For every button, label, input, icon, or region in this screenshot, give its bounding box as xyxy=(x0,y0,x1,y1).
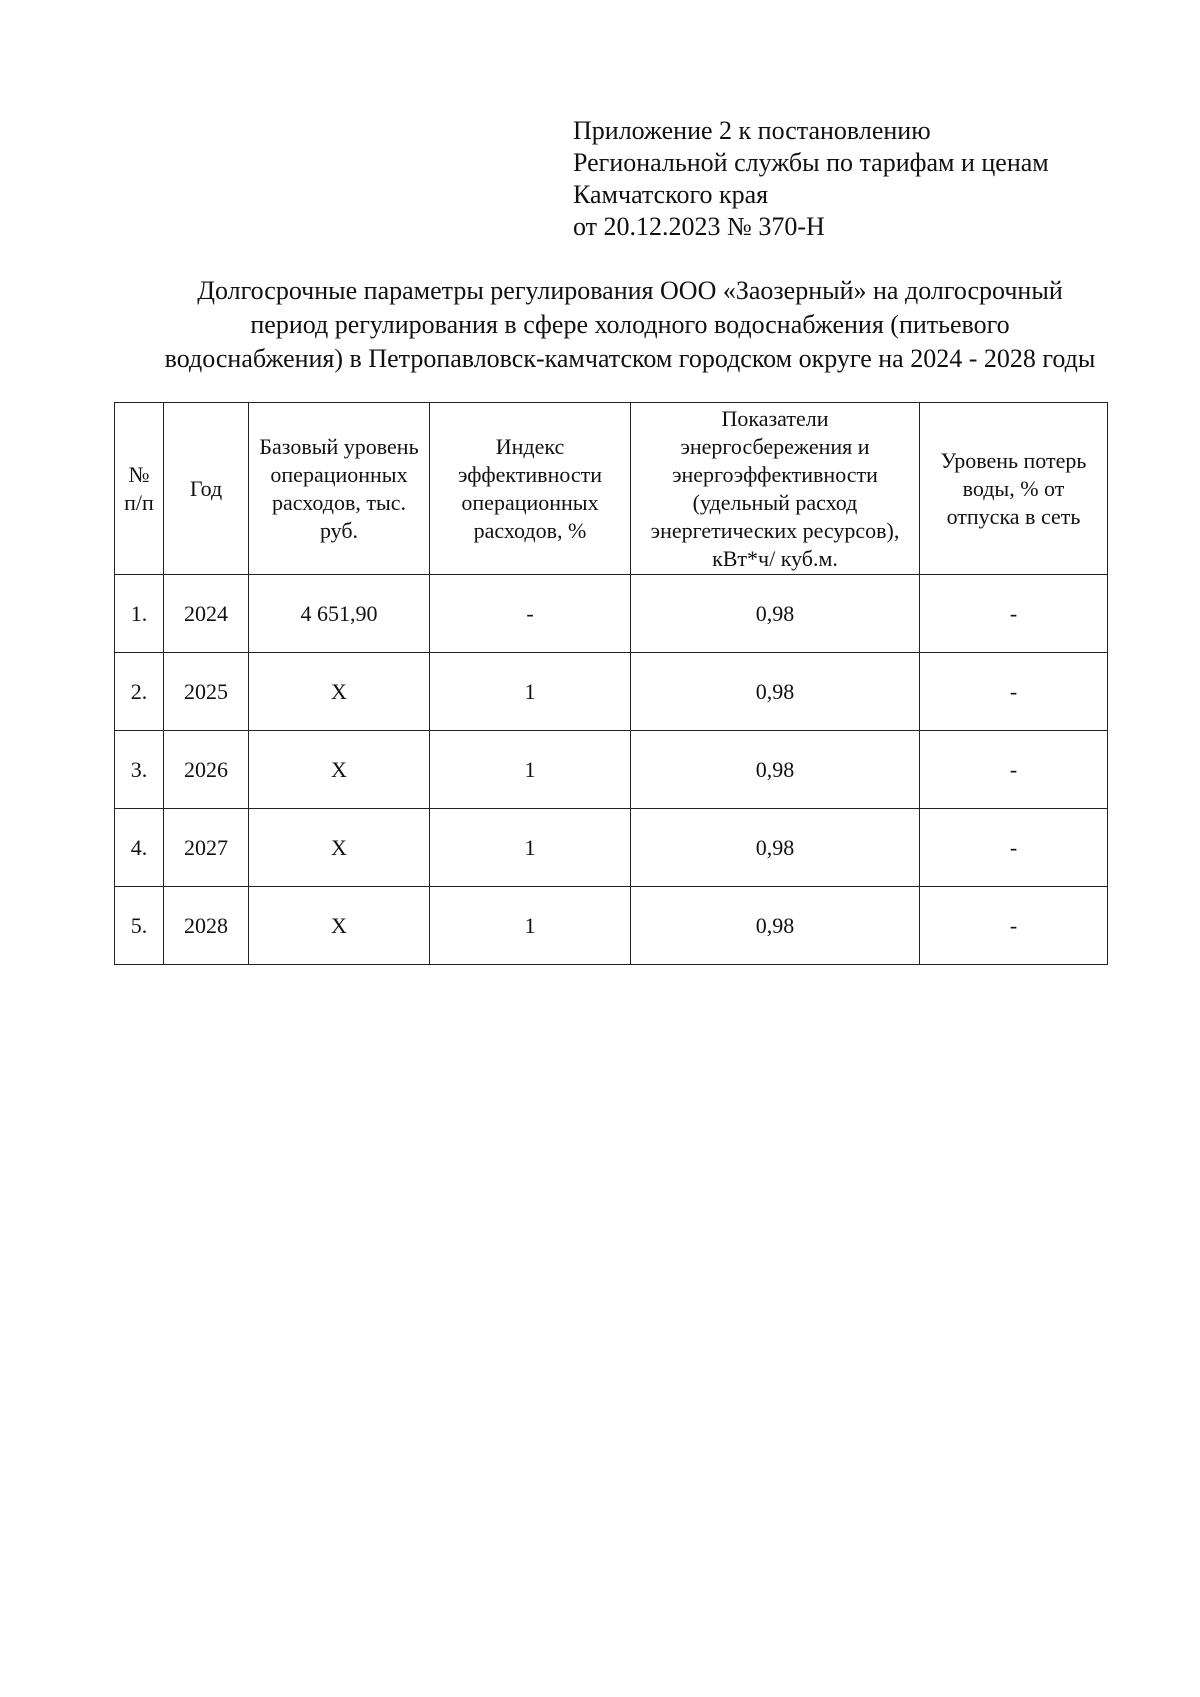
title-line: водоснабжения) в Петропавловск-камчатском городском округе на 2024 - 2028 годы xyxy=(164,344,1096,373)
title-line: период регулирования в сфере холодного водоснабжения (питьевого xyxy=(250,310,1010,339)
cell-energy-indicator: 0,98 xyxy=(631,731,920,809)
cell-base-opex: Х xyxy=(249,731,430,809)
cell-number: 2. xyxy=(115,653,164,731)
header-cell-efficiency-index xyxy=(430,403,631,575)
cell-year: 2025 xyxy=(164,653,249,731)
header-line: энергоэффективности xyxy=(672,461,878,487)
cell-year: 2024 xyxy=(164,575,249,653)
cell-base-opex: 4 651,90 xyxy=(249,575,430,653)
table-row xyxy=(115,653,1108,731)
cell-base-opex: Х xyxy=(249,809,430,887)
parameters-table xyxy=(114,402,1108,965)
appendix-line: Приложение 2 к постановлению xyxy=(573,116,931,145)
cell-number: 3. xyxy=(115,731,164,809)
header-line: энергетических ресурсов), xyxy=(650,517,900,543)
cell-base-opex: Х xyxy=(249,653,430,731)
table-row xyxy=(115,575,1108,653)
header-cell-base-opex xyxy=(249,403,430,575)
document-title xyxy=(100,274,1160,376)
header-line: эффективности xyxy=(457,461,603,487)
header-line: Индекс xyxy=(495,433,565,459)
header-row xyxy=(115,403,1108,575)
table-row xyxy=(115,809,1108,887)
cell-water-losses: - xyxy=(920,887,1108,965)
header-line: отпуска в сеть xyxy=(946,503,1081,529)
cell-efficiency-index: 1 xyxy=(430,887,631,965)
header-line: п/п xyxy=(124,489,154,515)
header-line: № xyxy=(128,461,150,487)
header-cell-number xyxy=(115,403,164,575)
cell-water-losses: - xyxy=(920,809,1108,887)
appendix-line: от 20.12.2023 № 370-Н xyxy=(573,212,825,241)
cell-number: 1. xyxy=(115,575,164,653)
cell-water-losses: - xyxy=(920,731,1108,809)
header-line: (удельный расход xyxy=(692,489,858,515)
cell-efficiency-index: 1 xyxy=(430,653,631,731)
table-row xyxy=(115,887,1108,965)
table-body xyxy=(115,575,1108,965)
title-line: Долгосрочные параметры регулирования ООО «Заозерный» на долгосрочный xyxy=(197,276,1063,305)
header-line: Показатели xyxy=(721,405,829,431)
header-line: Уровень потерь xyxy=(940,447,1087,473)
appendix-block xyxy=(573,115,1049,243)
cell-year: 2027 xyxy=(164,809,249,887)
cell-year: 2028 xyxy=(164,887,249,965)
cell-energy-indicator: 0,98 xyxy=(631,887,920,965)
header-line: воды, % от xyxy=(962,475,1065,501)
cell-efficiency-index: 1 xyxy=(430,731,631,809)
table-header xyxy=(115,403,1108,575)
header-line: Базовый уровень xyxy=(259,433,419,459)
header-line: операционных xyxy=(461,489,599,515)
header-cell-water-losses xyxy=(920,403,1108,575)
cell-number: 4. xyxy=(115,809,164,887)
header-line: кВт*ч/ куб.м. xyxy=(712,545,838,571)
appendix-line: Камчатского края xyxy=(573,180,769,209)
header-line: расходов, тыс. xyxy=(271,489,406,515)
cell-efficiency-index: 1 xyxy=(430,809,631,887)
cell-year: 2026 xyxy=(164,731,249,809)
header-cell-year xyxy=(164,403,249,575)
cell-energy-indicator: 0,98 xyxy=(631,809,920,887)
header-cell-energy-indicators xyxy=(631,403,920,575)
cell-efficiency-index: - xyxy=(430,575,631,653)
cell-base-opex: Х xyxy=(249,887,430,965)
header-line: энергосбережения и xyxy=(680,433,870,459)
header-line: расходов, % xyxy=(473,517,587,543)
header-line: руб. xyxy=(319,517,359,543)
cell-energy-indicator: 0,98 xyxy=(631,575,920,653)
cell-number: 5. xyxy=(115,887,164,965)
header-line: Год xyxy=(189,475,223,501)
cell-water-losses: - xyxy=(920,575,1108,653)
cell-energy-indicator: 0,98 xyxy=(631,653,920,731)
table-row xyxy=(115,731,1108,809)
header-line: операционных xyxy=(270,461,408,487)
cell-water-losses: - xyxy=(920,653,1108,731)
appendix-line: Региональной службы по тарифам и ценам xyxy=(573,148,1049,177)
